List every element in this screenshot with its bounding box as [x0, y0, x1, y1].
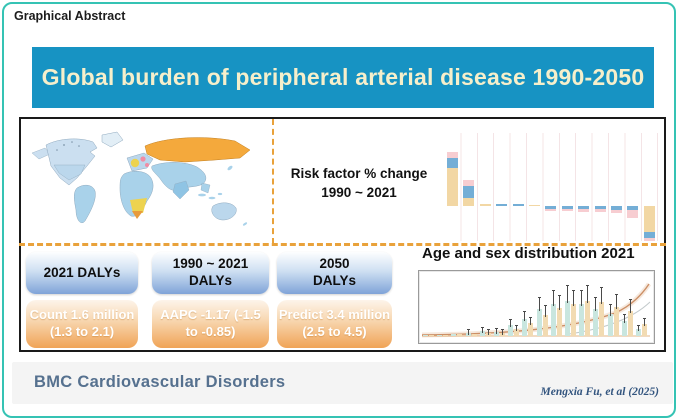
title-banner: [32, 47, 654, 108]
agesex-bar: [628, 311, 633, 336]
agesex-error-whisker: [482, 328, 483, 333]
agesex-bar: [443, 335, 448, 336]
risk-factor-bar-segment: [480, 204, 491, 206]
daly-value-2021-line2: (1.3 to 2.1): [49, 324, 115, 339]
agesex-error-cap: [515, 325, 518, 326]
agesex-error-whisker: [545, 306, 546, 317]
agesex-error-whisker: [502, 330, 503, 335]
risk-factor-caption-line1: Risk factor % change: [290, 166, 428, 181]
agesex-error-whisker: [587, 286, 588, 303]
agesex-error-cap: [509, 319, 512, 320]
agesex-bar: [565, 301, 570, 336]
agesex-error-whisker: [616, 295, 617, 309]
agesex-error-cap: [615, 294, 618, 295]
agesex-bar: [571, 304, 576, 336]
vertical-dashed-divider: [272, 119, 274, 244]
risk-factor-bar-segment: [644, 206, 655, 232]
risk-factor-bar-segment: [463, 186, 474, 198]
risk-factor-bar-segment: [611, 210, 622, 213]
agesex-error-cap: [566, 285, 569, 286]
agesex-error-cap: [609, 304, 612, 305]
daly-card-2050-label2: DALYs: [312, 273, 357, 288]
agesex-error-cap: [501, 329, 504, 330]
risk-factor-bar-segment: [578, 209, 589, 212]
agesex-error-whisker: [530, 318, 531, 325]
risk-factor-bar-segment: [496, 204, 507, 206]
daly-value-2021-line1: Count 1.6 million: [29, 307, 135, 323]
banner-title-text: Global burden of peripheral arterial disease 1990-2050: [41, 64, 645, 90]
daly-card-2050: [277, 252, 392, 294]
daly-value-aapc-line1: AAPC -1.17 (-1.5: [160, 307, 261, 323]
daly-card-1990-2021-label2: DALYs: [188, 273, 233, 288]
agesex-bar: [437, 335, 442, 336]
agesex-error-cap: [529, 317, 532, 318]
agesex-bar: [557, 308, 562, 336]
risk-factor-caption-line2: 1990 ~ 2021: [321, 184, 397, 200]
page-title: Graphical Abstract: [14, 9, 126, 23]
main-content-box: [19, 117, 666, 352]
risk-factor-bar-segment: [447, 152, 458, 158]
world-map: [24, 127, 270, 245]
agesex-error-cap: [580, 290, 583, 291]
agesex-error-whisker: [624, 315, 625, 323]
agesex-error-whisker: [510, 320, 511, 327]
agesex-error-cap: [481, 327, 484, 328]
agesex-error-cap: [523, 311, 526, 312]
agesex-bar: [451, 334, 456, 336]
agesex-bar: [551, 304, 556, 336]
agesex-error-whisker: [567, 286, 568, 303]
agesex-error-cap: [643, 318, 646, 319]
daly-card-1990-2021-label: 1990 ~ 2021: [172, 256, 249, 272]
daly-value-2050-line2: (2.5 to 4.5): [302, 324, 367, 339]
agesex-error-cap: [487, 329, 490, 330]
risk-factor-caption: [275, 165, 443, 203]
agesex-bar: [429, 335, 434, 336]
risk-factor-bar-segment: [627, 210, 638, 218]
agesex-bar: [593, 309, 598, 336]
agesex-bar: [543, 315, 548, 336]
agesex-error-whisker: [610, 305, 611, 316]
agesex-error-whisker: [630, 300, 631, 313]
agesex-error-whisker: [539, 298, 540, 311]
journal-name: BMC Cardiovascular Disorders: [34, 373, 286, 391]
agesex-error-whisker: [581, 291, 582, 306]
agesex-error-cap: [600, 287, 603, 288]
agesex-error-whisker: [468, 330, 469, 335]
agesex-error-cap: [538, 297, 541, 298]
daly-card-2021-label: 2021 DALYs: [43, 264, 121, 280]
daly-value-aapc-line2: to -0.85): [185, 324, 236, 339]
agesex-error-whisker: [638, 326, 639, 331]
agesex-bar: [579, 304, 584, 336]
agesex-error-whisker: [488, 330, 489, 335]
risk-factor-bar-chart: [445, 133, 659, 241]
agesex-error-whisker: [644, 319, 645, 326]
agesex-error-cap: [544, 305, 547, 306]
risk-factor-bar-segment: [447, 168, 458, 206]
agesex-error-cap: [629, 299, 632, 300]
risk-factor-bar-segment: [562, 209, 573, 211]
agesex-error-cap: [637, 325, 640, 326]
risk-factor-bar-segment: [447, 158, 458, 168]
risk-factor-bar-segment: [595, 209, 606, 212]
agesex-bar: [537, 309, 542, 336]
agesex-error-whisker: [553, 291, 554, 306]
agesex-error-whisker: [559, 296, 560, 310]
agesex-error-whisker: [496, 329, 497, 334]
risk-factor-bar-segment: [545, 209, 556, 211]
agesex-chart-title: Age and sex distribution 2021: [422, 245, 635, 262]
agesex-error-cap: [558, 295, 561, 296]
abstract-card: [2, 2, 676, 418]
agesex-bar: [457, 334, 462, 336]
agesex-error-whisker: [516, 326, 517, 331]
daly-value-2021: [26, 300, 138, 348]
agesex-bar-chart: [418, 270, 655, 344]
agesex-bar: [622, 321, 627, 336]
agesex-bar: [423, 335, 428, 336]
agesex-error-cap: [594, 297, 597, 298]
agesex-bar: [472, 334, 477, 336]
agesex-bar: [614, 307, 619, 336]
agesex-error-cap: [586, 285, 589, 286]
daly-card-1990-2021: [152, 252, 269, 294]
risk-factor-bar-segment: [644, 238, 655, 241]
agesex-error-cap: [552, 290, 555, 291]
journal-footer: [12, 362, 673, 404]
daly-value-2050: [277, 300, 392, 348]
citation-text: Mengxia Fu, et al (2025): [540, 386, 659, 398]
daly-card-2021: [26, 252, 138, 294]
daly-value-2050-line1: Predict 3.4 million: [278, 307, 391, 323]
agesex-bar: [599, 302, 604, 336]
agesex-error-whisker: [601, 288, 602, 304]
agesex-bar: [608, 314, 613, 336]
risk-factor-bar-segment: [513, 204, 524, 206]
agesex-error-cap: [623, 314, 626, 315]
risk-factor-bar-segment: [463, 198, 474, 206]
agesex-error-whisker: [595, 298, 596, 311]
daly-card-2050-label: 2050: [319, 256, 350, 272]
agesex-error-cap: [495, 328, 498, 329]
agesex-error-cap: [572, 290, 575, 291]
agesex-error-whisker: [524, 312, 525, 321]
world-map-svg: [24, 127, 270, 245]
agesex-error-whisker: [573, 291, 574, 306]
risk-factor-bar-segment: [529, 205, 540, 206]
agesex-error-cap: [467, 329, 470, 330]
agesex-bar: [522, 319, 527, 336]
agesex-bar: [585, 301, 590, 336]
daly-value-aapc: [152, 300, 269, 348]
risk-factor-bar-segment: [463, 180, 474, 186]
